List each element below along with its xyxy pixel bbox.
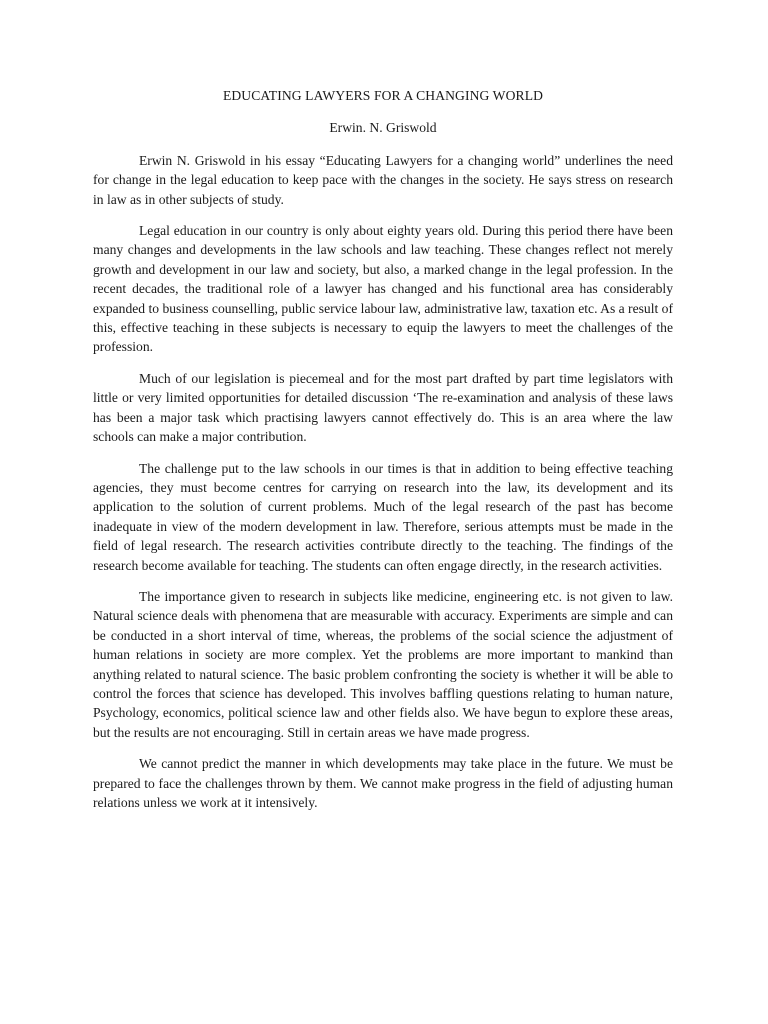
document-page	[93, 86, 673, 824]
document-title: EDUCATING LAWYERS FOR A CHANGING WORLD	[222, 88, 544, 103]
document-author: Erwin. N. Griswold	[329, 120, 437, 136]
paragraph-4: The challenge put to the law schools in our times is that in addition to being effective teaching agencies, they must become centres for carrying on research into the law, its development and its application to the solution of current problems. Much of the legal research of the past has become inadequate in view of the modern development in law. Therefore, serious attempts must be made in the field of legal research. The research activities contribute directly to the teaching. The findings of the research become available for teaching. The students can often engage directly, in the research activities.	[93, 460, 673, 573]
paragraph-5: The importance given to research in subjects like medicine, engineering etc. is not given to law. Natural science deals with phenomena that are measurable with accuracy. Experiments are simple and can be conducted in a short interval of time, whereas, the problems of the social science the adjustment of human relations in society are more complex. Yet the problems are more important to mankind than anything related to natural science. The basic problem confronting the society is whether it will be able to control the forces that science has developed. This involves baffling questions relating to human nature, Psychology, economics, political science law and other fields also. We have begun to explore these areas, but the results are not encouraging. Still in certain areas we have made progress.	[93, 588, 673, 740]
paragraph-2: Legal education in our country is only about eighty years old. During this period there have been many changes and developments in the law schools and law teaching. These changes reflect not merely growth and development in our law and society, but also, a marked change in the legal profession. In the recent decades, the traditional role of a lawyer has changed and his functional area has considerably expanded to business counselling, public service labour law, administrative law, taxation etc. As a result of this, effective teaching in these subjects is necessary to equip the lawyers to meet the challenges of the profession.	[93, 223, 673, 355]
paragraph-3: Much of our legislation is piecemeal and for the most part drafted by part time legislators with little or very limited opportunities for detailed discussion ‘The re-examination and analysis of these laws has been a major task which practising lawyers cannot effectively do. This is an area where the law schools can make a major contribution.	[93, 370, 673, 445]
paragraph-1: Erwin N. Griswold in his essay “Educating Lawyers for a changing world” underlines the need for change in the legal education to keep pace with the changes in the society. He says stress on research in law as in other subjects of study.	[93, 152, 673, 207]
paragraph-6: We cannot predict the manner in which developments may take place in the future. We must be prepared to face the challenges thrown by them. We cannot make progress in the field of adjusting human relations unless we work at it intensively.	[93, 756, 673, 810]
